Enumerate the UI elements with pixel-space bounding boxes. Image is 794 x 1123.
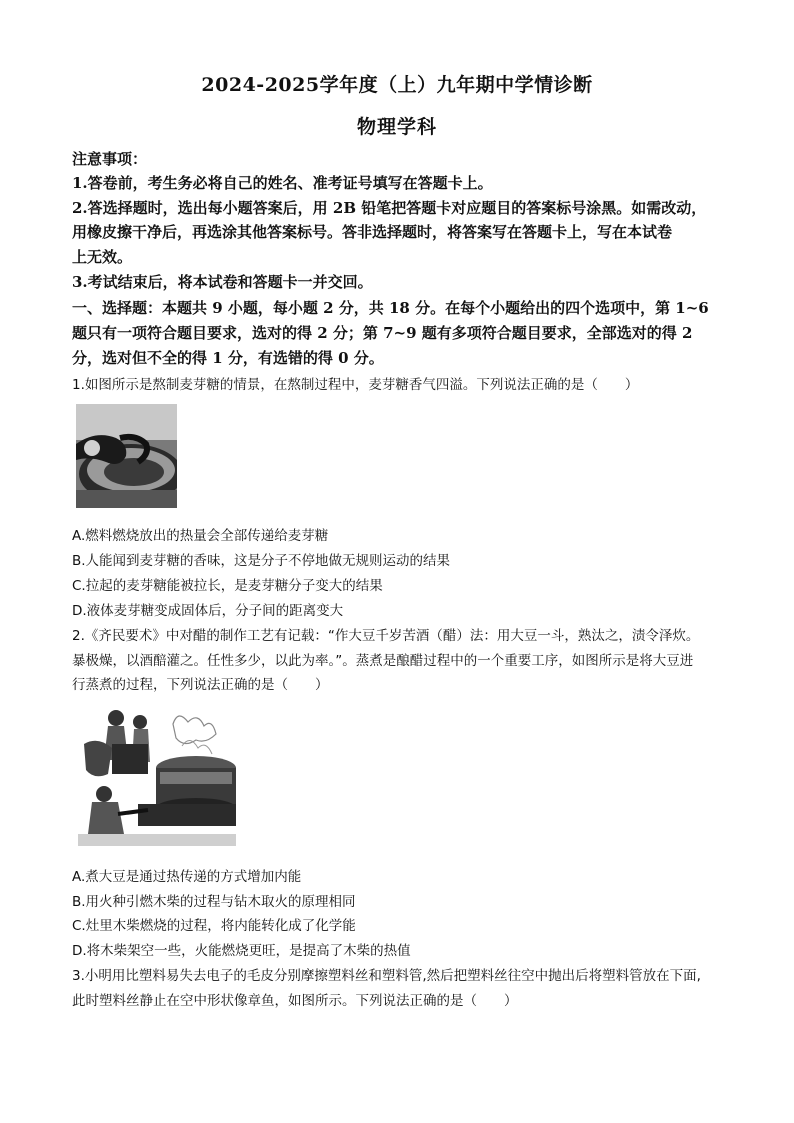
question-1-stem: 1.如图所示是熬制麦芽糖的情景，在熬制过程中，麦芽糖香气四溢。下列说法正确的是（ ） [72, 377, 639, 393]
question-1-option-b: B.人能闻到麦芽糖的香味，这是分子不停地做无规则运动的结果 [72, 553, 451, 569]
notice-item: 3.考试结束后，将本试卷和答题卡一并交回。 [72, 273, 373, 291]
question-3-stem: 此时塑料丝静止在空中形状像章鱼，如图所示。下列说法正确的是（ ） [72, 993, 518, 1009]
question-2-stem: 暴极燥，以酒醅灌之。任性多少，以此为率。”。蒸煮是酿醋过程中的一个重要工序，如图所示是将大豆进 [72, 653, 694, 669]
question-1-option-a: A.燃料燃烧放出的热量会全部传递给麦芽糖 [72, 528, 329, 544]
notice-item: 2.答选择题时，选出每小题答案后，用 2B 铅笔把答题卡对应题目的答案标号涂黑。如需改动， [72, 199, 707, 217]
maltose-photo [76, 404, 177, 508]
section-instruction: 一、选择题：本题共 9 小题，每小题 2 分，共 18 分。在每个小题给出的四个选项中，第 1~6 [72, 299, 709, 317]
section-instruction: 题只有一项符合题目要求，选对的得 2 分；第 7~9 题有多项符合题目要求，全部选对的得 2 [72, 324, 693, 342]
question-2-option-d: D.将木柴架空一些，火能燃烧更旺，是提高了木柴的热值 [72, 943, 411, 959]
notice-item: 上无效。 [72, 248, 133, 266]
question-2-option-a: A.煮大豆是通过热传递的方式增加内能 [72, 869, 302, 885]
question-2-option-b: B.用火种引燃木柴的过程与钻木取火的原理相同 [72, 894, 356, 910]
question-1-option-c: C.拉起的麦芽糖能被拉长，是麦芽糖分子变大的结果 [72, 578, 383, 594]
section-instruction: 分，选对但不全的得 1 分，有选错的得 0 分。 [72, 349, 384, 367]
exam-title: 2024-2025学年度（上）九年期中学情诊断 [201, 74, 593, 96]
notice-heading: 注意事项： [72, 150, 148, 168]
notice-item: 1.答卷前，考生务必将自己的姓名、准考证号填写在答题卡上。 [72, 174, 493, 192]
question-2-stem: 2.《齐民要术》中对醋的制作工艺有记载：“作大豆千岁苦酒（醋）法：用大豆一斗，熟汰之，渍令泽炊。 [72, 628, 700, 644]
notice-item: 用橡皮擦干净后，再选涂其他答案标号。答非选择题时，将答案写在答题卡上，写在本试卷 [72, 223, 673, 241]
question-2-option-c: C.灶里木柴燃烧的过程，将内能转化成了化学能 [72, 918, 356, 934]
question-1-option-d: D.液体麦芽糖变成固体后，分子间的距离变大 [72, 603, 344, 619]
soybean-steaming-illustration [78, 704, 236, 846]
subject-title: 物理学科 [356, 116, 437, 138]
question-2-stem: 行蒸煮的过程，下列说法正确的是（ ） [72, 677, 329, 693]
question-3-stem: 3.小明用比塑料易失去电子的毛皮分别摩擦塑料丝和塑料管,然后把塑料丝往空中抛出后将塑料管放在下面, [72, 968, 701, 984]
